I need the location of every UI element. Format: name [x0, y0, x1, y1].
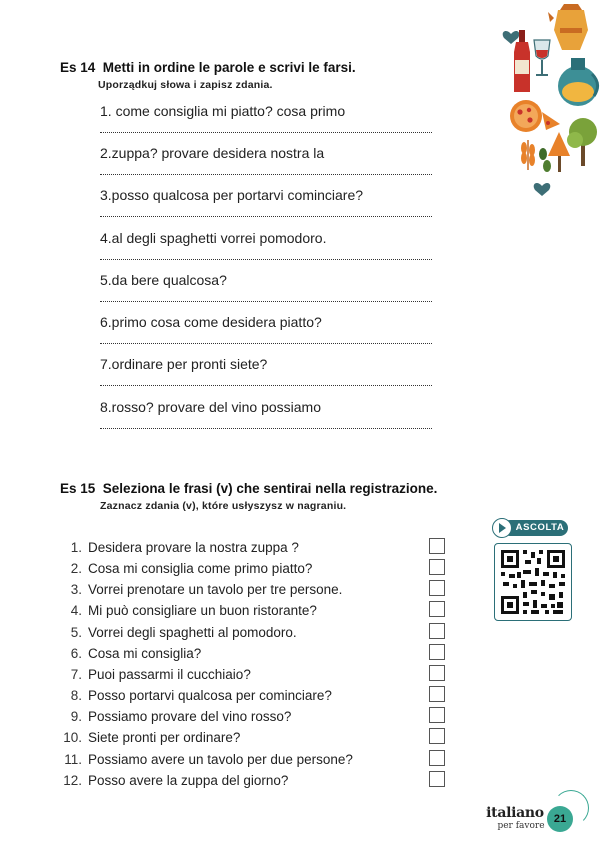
- sentence-number: 10.: [63, 730, 82, 745]
- sentence-row: [60, 727, 446, 748]
- brand-tagline: per favore: [497, 821, 545, 831]
- ascolta-label: ASCOLTA: [515, 522, 565, 533]
- answer-line[interactable]: [100, 216, 432, 217]
- answer-line[interactable]: [100, 343, 432, 344]
- ex14-prompt: 7.ordinare per pronti siete?: [100, 356, 268, 372]
- answer-line[interactable]: [100, 174, 432, 175]
- ex14-title: [60, 60, 356, 75]
- answer-line[interactable]: [100, 259, 432, 260]
- answer-line[interactable]: [100, 385, 432, 386]
- orange-tree-icon: [548, 132, 570, 172]
- sentence-text: Vorrei degli spaghetti al pomodoro.: [88, 625, 297, 640]
- ex14-prompt: 4.al degli spaghetti vorrei pomodoro.: [100, 230, 327, 246]
- sentence-text: Siete pronti per ordinare?: [88, 730, 241, 745]
- answer-line[interactable]: [100, 301, 432, 302]
- sentence-checkbox[interactable]: [429, 623, 445, 639]
- ex14-prompt: 6.primo cosa come desidera piatto?: [100, 314, 322, 330]
- ex14-item: [100, 101, 432, 133]
- ex14-prompt: 2.zuppa? provare desidera nostra la: [100, 145, 325, 161]
- sentence-number: 3.: [70, 582, 82, 597]
- sentence-text: Puoi passarmi il cucchiaio?: [88, 667, 251, 682]
- sentence-row: [60, 749, 446, 770]
- ex14-prompt: 1. come consiglia mi piatto? cosa primo: [100, 103, 346, 119]
- sentence-checkbox[interactable]: [429, 601, 445, 617]
- sentence-checkbox[interactable]: [429, 644, 445, 660]
- sentence-row: [60, 537, 446, 558]
- coffee-pot-icon: [548, 4, 588, 50]
- food-illustration: [498, 0, 600, 200]
- ex14-number: Es 14: [60, 60, 96, 75]
- sentence-checkbox[interactable]: [429, 538, 445, 554]
- sentence-checkbox[interactable]: [429, 686, 445, 702]
- answer-line[interactable]: [100, 132, 432, 133]
- ex14-item: [100, 228, 432, 260]
- sentence-text: Desidera provare la nostra zuppa ?: [88, 540, 299, 555]
- brand-logo: [484, 806, 546, 831]
- ex14-item: [100, 270, 432, 302]
- sentence-number: 1.: [70, 540, 82, 555]
- ascolta-audio-button[interactable]: [492, 518, 570, 538]
- sentence-number: 12.: [63, 773, 82, 788]
- sentence-text: Vorrei prenotare un tavolo per tre persone.: [88, 582, 343, 597]
- sentence-text: Possiamo provare del vino rosso?: [88, 709, 292, 724]
- ex14-prompt: 3.posso qualcosa per portarvi cominciare?: [100, 187, 364, 203]
- oil-jug-icon: [558, 58, 598, 106]
- ex15-instruction-pl: Zaznacz zdania (v), które usłyszysz w nagraniu.: [100, 500, 347, 512]
- tree-icon: [567, 118, 597, 166]
- ex14-item: [100, 397, 432, 429]
- ex14-instruction: Metti in ordine le parole e scrivi le farsi.: [102, 60, 356, 75]
- wheat-icon: [521, 140, 535, 170]
- ex14-item: [100, 312, 432, 344]
- sentence-row: [60, 664, 446, 685]
- sentence-checkbox[interactable]: [429, 707, 445, 723]
- sentence-row: [60, 706, 446, 727]
- pizza-icon: [510, 100, 560, 132]
- sentence-row: [60, 558, 446, 579]
- page-number: 21: [547, 806, 573, 832]
- ex14-item: [100, 354, 432, 386]
- ex14-prompt: 8.rosso? provare del vino possiamo: [100, 399, 322, 415]
- sentence-number: 5.: [70, 625, 82, 640]
- sentence-number: 8.: [70, 688, 82, 703]
- sentence-number: 6.: [70, 646, 82, 661]
- sentence-checkbox[interactable]: [429, 728, 445, 744]
- ex15-instruction: Seleziona le frasi (v) che sentirai nella registrazione.: [102, 481, 438, 496]
- ex15-number: Es 15: [60, 481, 96, 496]
- sentence-row: [60, 600, 446, 621]
- sentence-row: [60, 579, 446, 600]
- qr-code[interactable]: [494, 543, 572, 621]
- sentence-row: [60, 643, 446, 664]
- sentence-checkbox[interactable]: [429, 559, 445, 575]
- sentence-text: Possiamo avere un tavolo per due persone?: [88, 752, 353, 767]
- qr-code-icon: [495, 544, 571, 620]
- sentence-text: Cosa mi consiglia come primo piatto?: [88, 561, 313, 576]
- ex14-prompt: 5.da bere qualcosa?: [100, 272, 227, 288]
- sentence-checkbox[interactable]: [429, 580, 445, 596]
- sentence-text: Posso portarvi qualcosa per cominciare?: [88, 688, 332, 703]
- ex14-instruction-pl: Uporządkuj słowa i zapisz zdania.: [98, 79, 273, 91]
- sentence-number: 9.: [70, 709, 82, 724]
- play-icon[interactable]: [492, 518, 512, 538]
- brand-name: italiano: [486, 805, 544, 821]
- wine-glass-icon: [534, 40, 550, 76]
- sentence-text: Cosa mi consiglia?: [88, 646, 202, 661]
- sentence-row: [60, 770, 446, 791]
- sentence-row: [60, 685, 446, 706]
- sentence-text: Posso avere la zuppa del giorno?: [88, 773, 289, 788]
- sentence-checkbox[interactable]: [429, 750, 445, 766]
- sentence-number: 4.: [70, 603, 82, 618]
- sentence-row: [60, 622, 446, 643]
- ex14-item: [100, 143, 432, 175]
- sentence-number: 2.: [70, 561, 82, 576]
- answer-line[interactable]: [100, 428, 432, 429]
- sentence-checkbox[interactable]: [429, 771, 445, 787]
- ex15-title: [60, 481, 437, 496]
- olive-branch-icon: [539, 148, 551, 172]
- sentence-text: Mi può consigliare un buon ristorante?: [88, 603, 317, 618]
- heart-bottom-icon: [534, 183, 551, 196]
- sentence-number: 7.: [70, 667, 82, 682]
- sentence-checkbox[interactable]: [429, 665, 445, 681]
- ex14-item: [100, 185, 432, 217]
- sentence-number: 11.: [64, 752, 82, 767]
